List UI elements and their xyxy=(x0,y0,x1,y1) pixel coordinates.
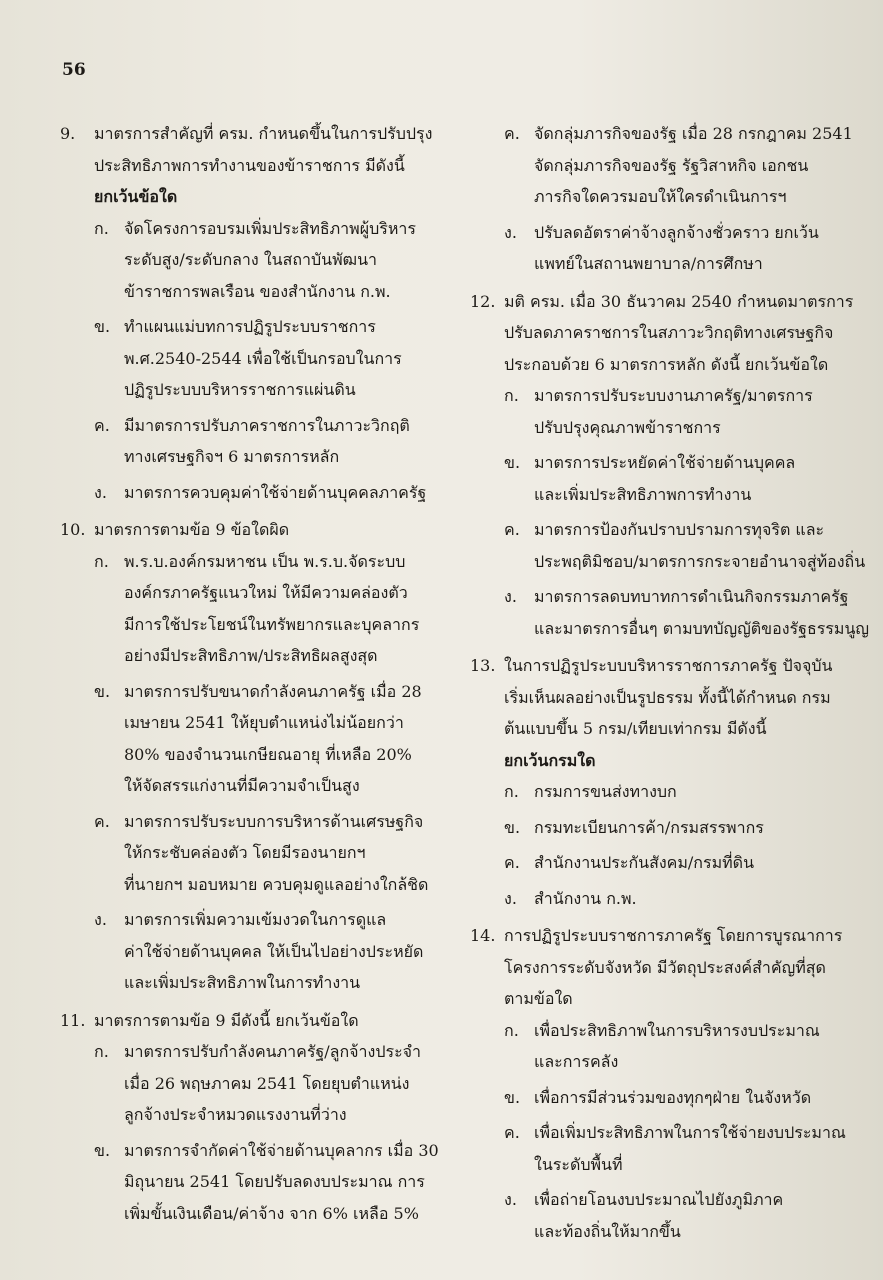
page-number: 56 xyxy=(62,60,86,80)
option-text-line: ค่าใช้จ่ายด้านบุคคล ให้เป็นไปอย่างประหยัด xyxy=(124,941,424,961)
option-text-line: องค์กรภาครัฐแนวใหม่ ให้มีความคล่องตัว xyxy=(124,583,408,602)
question-text-line: เริ่มเห็นผลอย่างเป็นรูปธรรม ทั้งนี้ได้กำหนด กรม xyxy=(504,687,831,707)
question-number: 12. xyxy=(470,291,496,311)
option-text-line: ในระดับพื้นที่ xyxy=(534,1154,623,1174)
option-letter: ก. xyxy=(94,218,109,238)
question-number: 9. xyxy=(60,124,76,143)
question-emphasis: ยกเว้นกรมใด xyxy=(504,750,596,770)
option-text-line: มาตรการจำกัดค่าใช้จ่ายด้านบุคลากร เมื่อ 30 xyxy=(124,1140,439,1160)
option-text-line: มาตรการปรับขนาดกำลังคนภาครัฐ เมื่อ 28 xyxy=(124,681,422,701)
question-number: 14. xyxy=(470,926,496,945)
option-text-line: มาตรการปรับกำลังคนภาครัฐ/ลูกจ้างประจำ xyxy=(124,1042,422,1061)
option-text-line: มาตรการป้องกันปราบปรามการทุจริต และ xyxy=(534,520,825,539)
question xyxy=(470,920,865,1247)
option-text-line: ที่นายกฯ มอบหมาย ควบคุมดูแลอย่างใกล้ชิด xyxy=(124,874,429,894)
answer-option xyxy=(94,806,460,901)
question-11-continued xyxy=(470,118,865,280)
option-letter: ก. xyxy=(94,1042,109,1061)
option-text-line: 80% ของจำนวนเกษียณอายุ ที่เหลือ 20% xyxy=(124,744,412,764)
question-number: 13. xyxy=(470,656,496,675)
answer-option xyxy=(504,1015,865,1078)
option-text-line: มิถุนายน 2541 โดยปรับลดงบประมาณ การ xyxy=(124,1172,425,1191)
option-text-line: ทางเศรษฐกิจฯ 6 มาตรการหลัก xyxy=(124,447,340,466)
answer-option xyxy=(94,213,460,308)
question-text-line: ตามข้อใด xyxy=(504,989,573,1008)
option-text-line: จัดกลุ่มภารกิจของรัฐ เมื่อ 28 กรกฎาคม 2541 xyxy=(534,124,853,143)
option-letter: ก. xyxy=(504,1020,519,1040)
answer-option xyxy=(94,1036,460,1131)
option-letter: ง. xyxy=(504,1190,517,1209)
option-text-line: เมษายน 2541 ให้ยุบตำแหน่งไม่น้อยกว่า xyxy=(124,713,404,732)
option-letter: ง. xyxy=(504,888,517,908)
option-letter: ข. xyxy=(94,1140,111,1160)
option-text-line: และเพิ่มประสิทธิภาพการทำงาน xyxy=(534,484,752,504)
option-text-line: มาตรการเพิ่มความเข้มงวดในการดูแล xyxy=(124,910,387,929)
answer-option xyxy=(504,1117,865,1180)
option-text-line: ให้กระชับคล่องตัว โดยมีรองนายกฯ xyxy=(124,843,366,862)
question-text-line: โครงการระดับจังหวัด มีวัตถุประสงค์สำคัญที่สุด xyxy=(504,957,826,977)
option-text-line: มาตรการปรับระบบการบริหารด้านเศรษฐกิจ xyxy=(124,811,424,831)
option-text-line: ให้จัดสรรแก่งานที่มีความจำเป็นสูง xyxy=(124,776,360,795)
question-text-line: ประกอบด้วย 6 มาตรการหลัก ดังนี้ ยกเว้นข้อใด xyxy=(504,354,829,374)
answer-option xyxy=(94,311,460,406)
answer-option xyxy=(94,546,460,672)
answer-option xyxy=(504,447,865,510)
answer-option xyxy=(504,812,865,844)
question-text-line: ต้นแบบขึ้น 5 กรม/เทียบเท่ากรม มีดังนี้ xyxy=(504,719,767,738)
question xyxy=(60,514,460,999)
option-letter: ง. xyxy=(504,222,517,242)
option-text-line: ภารกิจใดควรมอบให้ใครดำเนินการฯ xyxy=(534,187,787,206)
question-text-line: มาตรการตามข้อ 9 มีดังนี้ ยกเว้นข้อใด xyxy=(94,1010,359,1030)
answer-option xyxy=(504,1082,865,1114)
question-number: 11. xyxy=(60,1010,86,1030)
answer-option xyxy=(94,676,460,802)
answer-option xyxy=(504,380,865,443)
answer-option xyxy=(504,118,865,213)
question-text-line: มติ ครม. เมื่อ 30 ธันวาคม 2540 กำหนดมาตรการ xyxy=(504,291,854,311)
option-letter: ค. xyxy=(504,1123,520,1142)
option-text-line: อย่างมีประสิทธิภาพ/ประสิทธิผลสูงสุด xyxy=(124,646,378,665)
option-letter: ค. xyxy=(504,124,520,143)
option-letter: ง. xyxy=(504,587,517,606)
option-text-line: พ.ร.บ.องค์กรมหาชน เป็น พ.ร.บ.จัดระบบ xyxy=(124,551,406,571)
option-text-line: ปรับปรุงคุณภาพข้าราชการ xyxy=(534,417,721,437)
option-letter: ง. xyxy=(94,482,107,502)
option-letter: ก. xyxy=(504,782,519,801)
option-text-line: กรมการขนส่งทางบก xyxy=(534,782,677,801)
option-text-line: ปรับลดอัตราค่าจ้างลูกจ้างชั่วคราว ยกเว้น xyxy=(534,222,819,242)
option-letter: ค. xyxy=(504,520,520,539)
question-text-line: มาตรการสำคัญที่ ครม. กำหนดขึ้นในการปรับปรุง xyxy=(94,124,433,143)
option-letter: ข. xyxy=(504,453,521,472)
option-text-line: มาตรการควบคุมค่าใช้จ่ายด้านบุคคลภาครัฐ xyxy=(124,482,427,502)
option-text-line: สำนักงานประกันสังคม/กรมที่ดิน xyxy=(534,853,754,872)
question xyxy=(60,1005,460,1230)
option-text-line: เพื่อประสิทธิภาพในการบริหารงบประมาณ xyxy=(534,1020,820,1040)
answer-option xyxy=(504,1184,865,1247)
option-text-line: ประพฤติมิชอบ/มาตรการกระจายอำนาจสู่ท้องถิ่น xyxy=(534,551,866,571)
option-text-line: ทำแผนแม่บทการปฏิรูประบบราชการ xyxy=(124,317,376,336)
question xyxy=(470,286,870,645)
answer-option xyxy=(504,776,865,808)
question-text-line: ปรับลดภาคราชการในสภาวะวิกฤติทางเศรษฐกิจ xyxy=(504,323,834,342)
option-letter: ก. xyxy=(504,386,519,405)
option-text-line: พ.ศ.2540-2544 เพื่อใช้เป็นกรอบในการ xyxy=(124,348,402,368)
option-letter: ค. xyxy=(94,415,110,435)
question-text-line: ประสิทธิภาพการทำงานของข้าราชการ มีดังนี้ xyxy=(94,155,405,175)
question-text-line: การปฏิรูประบบราชการภาครัฐ โดยการบูรณาการ xyxy=(504,926,843,945)
option-letter: ข. xyxy=(94,681,111,701)
option-text-line: ระดับสูง/ระดับกลาง ในสถาบันพัฒนา xyxy=(124,250,378,269)
option-text-line: มาตรการปรับระบบงานภาครัฐ/มาตรการ xyxy=(534,386,813,405)
question-text-line: มาตรการตามข้อ 9 ข้อใดผิด xyxy=(94,520,290,539)
option-text-line: เพื่อการมีส่วนร่วมของทุกๆฝ่าย ในจังหวัด xyxy=(534,1087,812,1107)
question-emphasis: ยกเว้นข้อใด xyxy=(94,187,178,206)
option-text-line: มีการใช้ประโยชน์ในทรัพยากรและบุคลากร xyxy=(124,614,420,634)
option-letter: ข. xyxy=(94,317,111,336)
question xyxy=(60,118,460,508)
option-text-line: และมาตรการอื่นๆ ตามบทบัญญัติของรัฐธรรมนูญ xyxy=(534,618,870,638)
option-letter: ง. xyxy=(94,910,107,929)
option-text-line: จัดโครงการอบรมเพิ่มประสิทธิภาพผู้บริหาร xyxy=(124,218,416,238)
option-text-line: มาตรการลดบทบาทการดำเนินกิจกรรมภาครัฐ xyxy=(534,587,849,606)
option-text-line: จัดกลุ่มภารกิจของรัฐ รัฐวิสาหกิจ เอกชน xyxy=(534,155,809,175)
option-letter: ค. xyxy=(504,853,520,872)
answer-option xyxy=(94,477,460,509)
question xyxy=(470,650,865,914)
option-text-line: ข้าราชการพลเรือน ของสำนักงาน ก.พ. xyxy=(124,281,391,301)
answer-option xyxy=(504,883,865,915)
option-text-line: แพทย์ในสถานพยาบาล/การศึกษา xyxy=(534,254,763,273)
option-text-line: ปฏิรูประบบบริหารราชการแผ่นดิน xyxy=(124,380,356,399)
answer-option xyxy=(94,410,460,473)
option-letter: ค. xyxy=(94,811,110,831)
answer-option xyxy=(94,904,460,999)
option-text-line: มีมาตรการปรับภาคราชการในภาวะวิกฤติ xyxy=(124,415,410,435)
option-text-line: สำนักงาน ก.พ. xyxy=(534,888,637,908)
option-text-line: เพิ่มขั้นเงินเดือน/ค่าจ้าง จาก 6% เหลือ 5% xyxy=(124,1203,419,1223)
answer-option xyxy=(504,217,865,280)
option-text-line: และการคลัง xyxy=(534,1052,619,1071)
option-letter: ก. xyxy=(94,551,109,571)
option-text-line: และท้องถิ่นให้มากขึ้น xyxy=(534,1221,681,1241)
option-text-line: มาตรการประหยัดค่าใช้จ่ายด้านบุคคล xyxy=(534,453,796,472)
question-text-line: ในการปฏิรูประบบบริหารราชการภาครัฐ ปัจจุบัน xyxy=(504,656,833,675)
option-letter: ข. xyxy=(504,1087,521,1107)
answer-option xyxy=(504,847,865,879)
option-text-line: เพื่อถ่ายโอนงบประมาณไปยังภูมิภาค xyxy=(534,1190,784,1209)
right-column xyxy=(470,118,870,1253)
option-letter: ข. xyxy=(504,817,521,837)
answer-option xyxy=(504,581,870,644)
question-number: 10. xyxy=(60,520,86,539)
option-text-line: เพื่อเพิ่มประสิทธิภาพในการใช้จ่ายงบประมาณ xyxy=(534,1123,846,1142)
option-text-line: และเพิ่มประสิทธิภาพในการทำงาน xyxy=(124,973,361,992)
option-text-line: ลูกจ้างประจำหมวดแรงงานที่ว่าง xyxy=(124,1105,347,1124)
left-column xyxy=(60,118,460,1235)
answer-option xyxy=(94,1135,460,1230)
answer-option xyxy=(504,514,865,577)
option-text-line: กรมทะเบียนการค้า/กรมสรรพากร xyxy=(534,817,764,837)
option-text-line: เมื่อ 26 พฤษภาคม 2541 โดยยุบตำแหน่ง xyxy=(124,1073,410,1093)
